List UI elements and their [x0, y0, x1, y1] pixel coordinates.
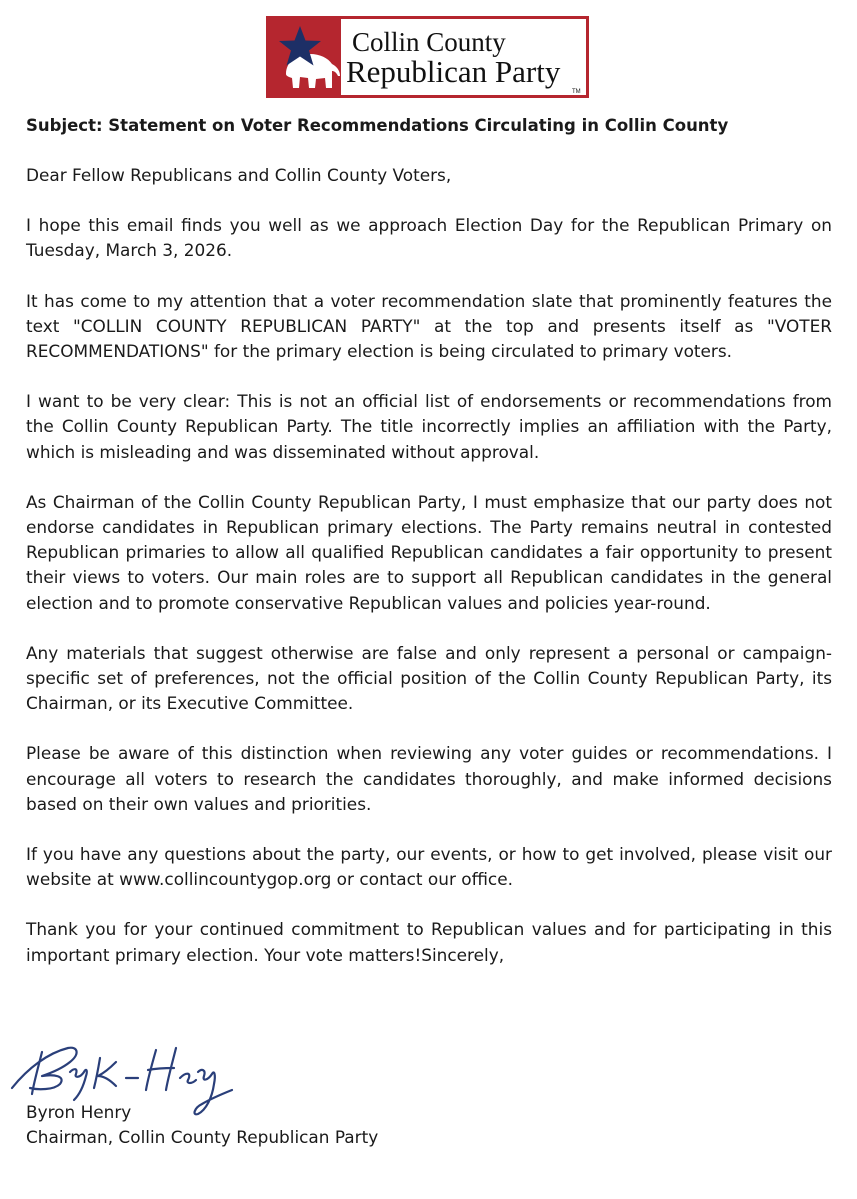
paragraph-8: Thank you for your continued commitment to Republican values and for participating in this important primary election. Your vote matters!Sincerely,	[26, 919, 832, 965]
letter-body	[26, 113, 832, 968]
logo-line-1: Collin County	[352, 27, 506, 57]
paragraph-6: Please be aware of this distinction when reviewing any voter guides or recommendations. I encourage all voters to research the candidates thoroughly, and make informed decisions based on their own values and priorities.	[26, 743, 832, 814]
logo-line-2: Republican Party	[346, 54, 561, 89]
subject-line: Subject: Statement on Voter Recommendations Circulating in Collin County	[26, 116, 729, 135]
signer-name: Byron Henry	[26, 1102, 132, 1122]
paragraph-3: I want to be very clear: This is not an official list of endorsements or recommendations from the Collin County Republican Party. The title incorrectly implies an affiliation with the Party, which is misleading and was disseminated without approval.	[26, 391, 832, 462]
trademark-mark: TM	[572, 89, 581, 95]
paragraph-5: Any materials that suggest otherwise are false and only represent a personal or campaign-specific set of preferences, not the official position of the Collin County Republican Party, its Chairman, or its Executive Committee.	[26, 642, 832, 714]
salutation: Dear Fellow Republicans and Collin County Voters,	[26, 165, 452, 185]
signer-title: Chairman, Collin County Republican Party	[26, 1127, 379, 1147]
paragraph-2: It has come to my attention that a voter recommendation slate that prominently features the text "COLLIN COUNTY REPUBLICAN PARTY" at the top and presents itself as "VOTER RECOMMENDATIONS" for the primary election is being circulated to primary voters.	[26, 290, 832, 362]
party-logo	[266, 16, 589, 98]
logo-graphic	[266, 16, 589, 98]
paragraph-1: I hope this email finds you well as we approach Election Day for the Republican Primary on Tuesday, March 3, 2026.	[26, 215, 832, 261]
paragraph-4: As Chairman of the Collin County Republican Party, I must emphasize that our party does not endorse candidates in Republican primary elections. The Party remains neutral in contested Republican primaries to allow all qualified Republican candidates a fair opportunity to present their views to voters. Our main roles are to support all Republican candidates in the general election and to promote conservative Republican values and policies year-round.	[26, 491, 832, 613]
paragraph-7: If you have any questions about the party, our events, or how to get involved, please visit our website at www.collincountygop.org or contact our office.	[26, 844, 832, 890]
